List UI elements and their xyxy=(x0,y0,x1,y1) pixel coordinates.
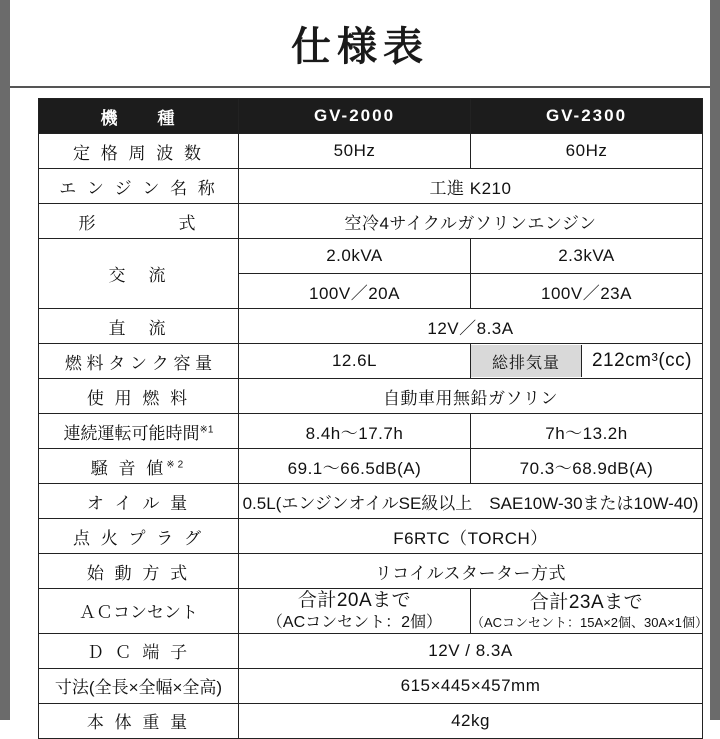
ac-outlet-b-line1: 合計23Aまで xyxy=(529,591,644,613)
row-value-runtime-b: 7h〜13.2h xyxy=(471,414,703,449)
row-value-engine-name: 工進 K210 xyxy=(239,169,703,204)
row-value-noise-b: 70.3〜68.9dB(A) xyxy=(471,449,703,484)
row-label-fuel: 使 用 燃 料 xyxy=(39,379,239,414)
row-label-spark-plug: 点 火 プ ラ グ xyxy=(39,519,239,554)
table-row xyxy=(39,449,703,484)
row-label-fuel-tank: 燃 料 タ ン ク 容 量 xyxy=(39,344,239,379)
row-value-fuel: 自動車用無鉛ガソリン xyxy=(239,379,703,414)
row-group-label-ac: 交 流 xyxy=(39,239,239,309)
row-label-engine-name: エ ン ジ ン 名 称 xyxy=(39,169,239,204)
row-value-ac-voltage-current-b: 100V／23A xyxy=(471,274,703,309)
table-row xyxy=(39,633,703,668)
row-value-dimensions: 615×445×457mm xyxy=(239,668,703,703)
row-label-runtime-text: 連続運転可能時間 xyxy=(63,423,200,443)
row-value-start-system: リコイルスターター方式 xyxy=(239,554,703,589)
row-value-frequency-a: 50Hz xyxy=(239,134,471,169)
table-row xyxy=(39,309,703,344)
page-title-bar xyxy=(10,0,710,88)
page-title: 仕様表 xyxy=(291,24,429,69)
displacement-label: 総排気量 xyxy=(471,345,582,377)
ac-outlet-b-line2: （ACコンセント：15A×2個、30A×1個） xyxy=(471,614,708,630)
row-value-noise-a: 69.1〜66.5dB(A) xyxy=(239,449,471,484)
table-row xyxy=(39,414,703,449)
row-value-ac-rated-output-a: 2.0kVA xyxy=(239,239,471,274)
row-label-oil: オ イ ル 量 xyxy=(39,484,239,519)
ac-outlet-a-line1: 合計20Aまで xyxy=(297,590,412,611)
ac-outlet-a-line2: （ACコンセント：2個） xyxy=(266,613,443,631)
row-label-type: 形 式 xyxy=(39,204,239,239)
row-value-dc: 12V／8.3A xyxy=(239,309,703,344)
row-label-start-system: 始 動 方 式 xyxy=(39,554,239,589)
table-row xyxy=(39,484,703,519)
header-model-a: GV-2000 xyxy=(239,99,471,134)
row-value-dc-terminal: 12V / 8.3A xyxy=(239,633,703,668)
row-value-ac-outlet-b xyxy=(471,589,708,634)
spec-table xyxy=(38,98,708,739)
table-row xyxy=(39,169,703,204)
row-label-noise xyxy=(39,449,239,484)
row-label-dimensions: 寸法(全長×全幅×全高) xyxy=(39,668,239,703)
table-row xyxy=(39,519,703,554)
header-label-model: 機 種 xyxy=(39,99,239,134)
row-value-frequency-b: 60Hz xyxy=(471,134,703,169)
row-label-runtime-note: ※1 xyxy=(199,423,214,435)
header-model-b: GV-2300 xyxy=(471,99,703,134)
table-row xyxy=(39,204,703,239)
row-label-dc-terminal: Ｄ Ｃ 端 子 xyxy=(39,633,239,668)
row-value-spark-plug: F6RTC（TORCH） xyxy=(239,519,703,554)
row-label-noise-text: 騒 音 値 xyxy=(90,458,167,478)
row-label-frequency: 定 格 周 波 数 xyxy=(39,134,239,169)
row-label-runtime xyxy=(39,414,239,449)
row-value-runtime-a: 8.4h〜17.7h xyxy=(239,414,471,449)
row-value-displacement-cell xyxy=(471,344,703,379)
row-label-weight: 本 体 重 量 xyxy=(39,703,239,738)
table-row xyxy=(39,239,703,274)
table-row xyxy=(39,379,703,414)
displacement-value: 212cm³(cc) xyxy=(591,350,692,371)
row-label-noise-note: ※2 xyxy=(166,458,187,470)
table-row xyxy=(39,589,703,634)
table-row xyxy=(39,134,703,169)
row-value-weight: 42kg xyxy=(239,703,703,738)
table-header-row xyxy=(39,99,703,134)
spec-table-container xyxy=(10,88,710,739)
row-value-fuel-tank: 12.6L xyxy=(239,344,471,379)
table-row xyxy=(39,554,703,589)
table-row xyxy=(39,344,703,379)
row-value-oil: 0.5L(エンジンオイルSE級以上 SAE10W-30または10W-40) xyxy=(239,484,703,519)
table-row xyxy=(39,703,703,738)
table-row xyxy=(39,668,703,703)
row-value-ac-outlet-a xyxy=(239,589,471,634)
row-value-type: 空冷4サイクルガソリンエンジン xyxy=(239,204,703,239)
row-label-dc: 直 流 xyxy=(39,309,239,344)
row-label-ac-outlet: ＡＣコンセント xyxy=(39,589,239,634)
row-value-ac-rated-output-b: 2.3kVA xyxy=(471,239,703,274)
row-value-ac-voltage-current-a: 100V／20A xyxy=(239,274,471,309)
